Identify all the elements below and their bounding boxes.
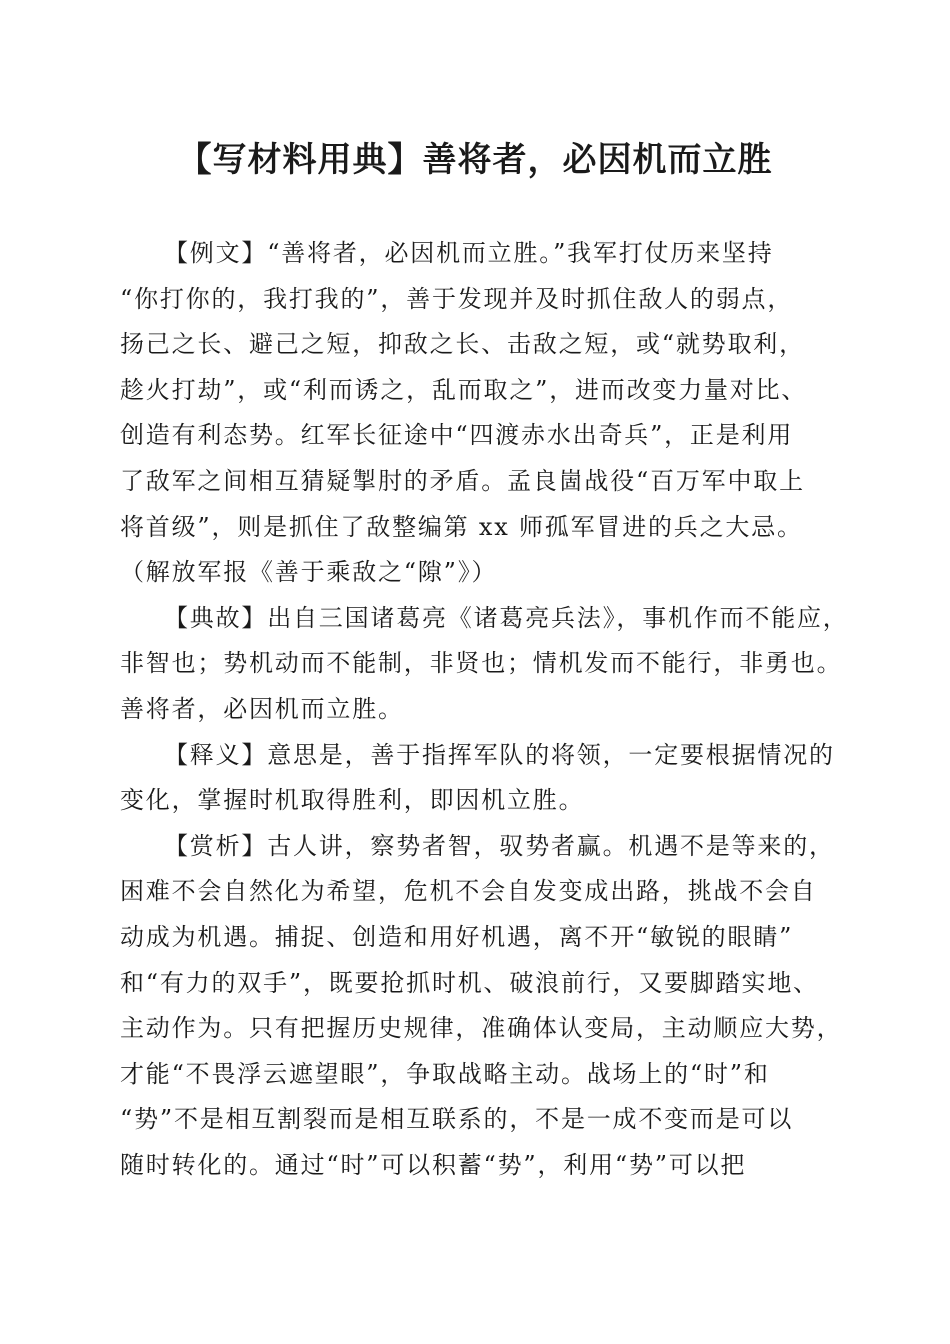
paragraph-example-source: （解放军报《善于乘敌之“隙”》）	[120, 558, 498, 587]
paragraph-example-line-3: 扬己之长、避己之短，抑敌之长、击敌之短，或“就势取利，	[120, 330, 805, 359]
paragraph-analysis-line-3: 动成为机遇。捕捉、创造和用好机遇，离不开“敏锐的眼睛”	[120, 922, 794, 951]
paragraph-example-line-1: 【例文】“善将者，必因机而立胜。”我军打仗历来坚持	[164, 239, 774, 267]
paragraph-analysis-line-8: 随时转化的。通过“时”可以积蓄“势”，利用“势”可以把	[120, 1150, 747, 1179]
document-body	[120, 231, 849, 1188]
paragraph-analysis-line-5: 主动作为。只有把握历史规律，准确体认变局，主动顺应大势，	[120, 1014, 843, 1043]
paragraph-example-line-4: 趁火打劫”，或“利而诱之，乱而取之”，进而改变力量对比、	[120, 375, 808, 404]
paragraph-analysis-line-4: 和“有力的双手”，既要抢抓时机、破浪前行，又要脚踏实地、	[120, 968, 819, 997]
paragraph-analysis-line-6: 才能“不畏浮云遮望眼”，争取战略主动。战场上的“时”和	[120, 1059, 770, 1088]
paragraph-meaning-line-2: 变化，掌握时机取得胜利，即因机立胜。	[120, 786, 585, 815]
document-title: 【写材料用典】善将者，必因机而立胜	[177, 140, 773, 180]
paragraph-example-line-5: 创造有利态势。红军长征途中“四渡赤水出奇兵”，正是利用	[120, 421, 794, 450]
paragraph-allusion-line-1: 【典故】出自三国诸葛亮《诸葛亮兵法》，事机作而不能应，	[164, 603, 849, 632]
paragraph-example-line-6: 了敌军之间相互猜疑掣肘的矛盾。孟良崮战役“百万军中取上	[120, 466, 805, 495]
paragraph-analysis-line-7: “势”不是相互割裂而是相互联系的，不是一成不变而是可以	[120, 1105, 794, 1134]
paragraph-allusion-line-2: 非智也；势机动而不能制，非贤也；情机发而不能行，非勇也。	[120, 649, 843, 678]
paragraph-analysis-line-2: 困难不会自然化为希望，危机不会自发变成出路，挑战不会自	[120, 877, 817, 906]
paragraph-allusion-line-3: 善将者，必因机而立胜。	[120, 694, 404, 723]
paragraph-meaning-line-1: 【释义】意思是，善于指挥军队的将领，一定要根据情况的	[164, 740, 835, 769]
paragraph-example-line-7: 将首级”，则是抓住了敌整编第 xx 师孤军冒进的兵之大忌。	[120, 512, 803, 541]
paragraph-analysis-line-1: 【赏析】古人讲，察势者智，驭势者赢。机遇不是等来的，	[164, 831, 835, 860]
paragraph-example-line-2: “你打你的，我打我的”，善于发现并及时抓住敌人的弱点，	[120, 284, 794, 313]
